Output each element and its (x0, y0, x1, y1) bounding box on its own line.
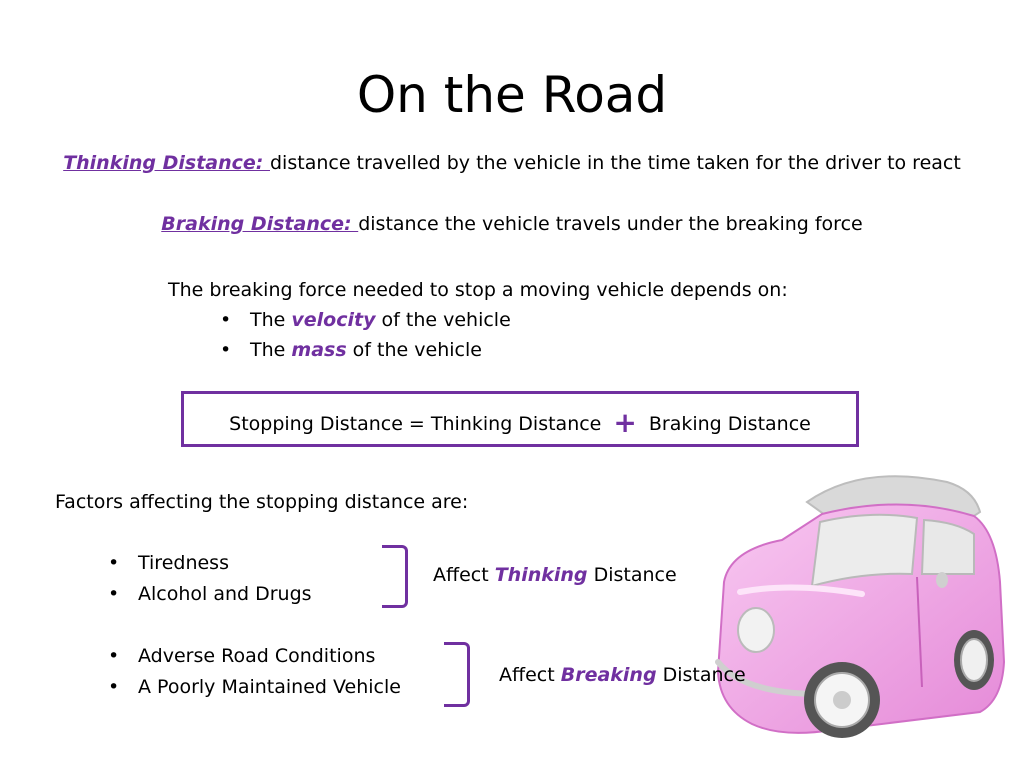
braking-text: distance the vehicle travels under the breaking force (358, 213, 863, 235)
bullet: • (220, 309, 232, 331)
factor-alcohol: • Alcohol and Drugs (108, 579, 312, 609)
formula-left: Stopping Distance = Thinking Distance (229, 413, 602, 435)
slide-title: On the Road (356, 66, 668, 124)
thinking-label: Affect Thinking Distance (433, 564, 677, 586)
braking-bracket (444, 642, 470, 707)
bullet: • (108, 676, 120, 698)
thinking-term: Thinking Distance: (63, 152, 270, 174)
stopping-distance-formula (181, 408, 859, 439)
bullet: • (108, 583, 120, 605)
mass-emphasis: mass (291, 339, 347, 361)
velocity-emphasis: velocity (291, 309, 376, 331)
plus-sign: + (613, 406, 637, 439)
bullet: • (108, 552, 120, 574)
force-item-velocity: • The velocity of the vehicle (220, 305, 511, 335)
force-item-mass: • The mass of the vehicle (220, 335, 482, 365)
factor-poor-vehicle: • A Poorly Maintained Vehicle (108, 672, 401, 702)
force-intro: The breaking force needed to stop a moving vehicle depends on: (168, 279, 788, 301)
bullet: • (108, 645, 120, 667)
braking-definition (60, 209, 964, 239)
braking-label: Affect Breaking Distance (499, 664, 746, 686)
thinking-bracket (382, 545, 408, 608)
bullet: • (220, 339, 232, 361)
pink-car-icon (712, 462, 1012, 762)
thinking-definition (60, 148, 964, 178)
factor-tiredness: • Tiredness (108, 548, 229, 578)
formula-right: Braking Distance (648, 413, 811, 435)
braking-term: Braking Distance: (161, 213, 359, 235)
thinking-text: distance travelled by the vehicle in the time taken for the driver to react (270, 152, 961, 174)
factors-heading: Factors affecting the stopping distance are: (55, 491, 469, 513)
factor-road-conditions: • Adverse Road Conditions (108, 641, 375, 671)
